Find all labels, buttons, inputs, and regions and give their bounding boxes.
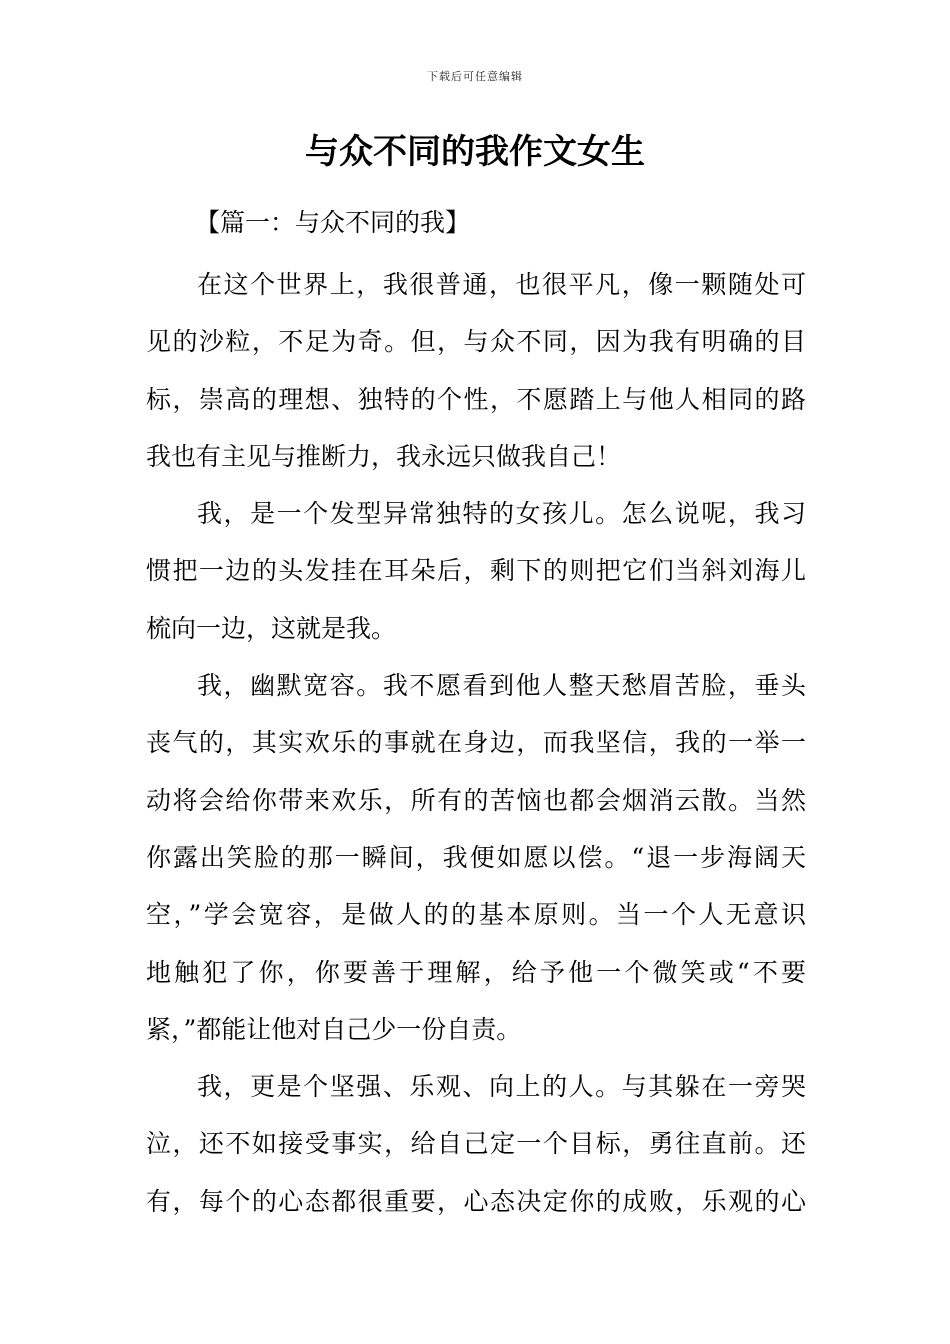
- text-line: 空，”学会宽容，是做人的的基本原则。当一个人无意识: [146, 900, 806, 930]
- paragraph-1: [146, 256, 806, 485]
- text-line: 动将会给你带来欢乐，所有的苦恼也都会烟消云散。当然: [146, 785, 806, 815]
- text-line: 惯把一边的头发挂在耳朵后，剩下的则把它们当斜刘海儿: [146, 556, 806, 586]
- paragraph-3: [146, 657, 806, 1058]
- text-line: 我，幽默宽容。我不愿看到他人整天愁眉苦脸，垂头: [197, 671, 806, 701]
- text-line: 有，每个的心态都很重要，心态决定你的成败，乐观的心: [146, 1186, 806, 1216]
- text-line: 紧，”都能让他对自己少一份自责。: [146, 1014, 522, 1044]
- text-line: 丧气的，其实欢乐的事就在身边，而我坚信，我的一举一: [146, 728, 806, 758]
- text-line: 地触犯了你，你要善于理解，给予他一个微笑或“不要: [146, 957, 806, 987]
- text-line: 标，崇高的理想、独特的个性，不愿踏上与他人相同的路: [146, 384, 806, 414]
- text-line: 你露出笑脸的那一瞬间，我便如愿以偿。“退一步海阔天: [146, 842, 806, 872]
- header-note: 下载后可任意编辑: [427, 70, 523, 83]
- text-line: 泣，还不如接受事实，给自己定一个目标，勇往直前。还: [146, 1129, 806, 1159]
- text-line: 我也有主见与推断力，我永远只做我自己！: [146, 441, 622, 471]
- text-line: 我，更是个坚强、乐观、向上的人。与其躲在一旁哭: [197, 1072, 806, 1102]
- section-heading: 【篇一：与众不同的我】: [195, 208, 471, 237]
- text-line: 见的沙粒，不足为奇。但，与众不同，因为我有明确的目: [146, 327, 806, 357]
- text-line: 梳向一边，这就是我。: [146, 613, 397, 643]
- document-body: [146, 256, 806, 1230]
- text-line: 在这个世界上，我很普通，也很平凡，像一颗随处可: [197, 270, 806, 299]
- document-title: 与众不同的我作文女生: [305, 132, 645, 172]
- paragraph-4: [146, 1058, 806, 1230]
- text-line: 我，是一个发型异常独特的女孩儿。怎么说呢，我习: [197, 499, 806, 529]
- paragraph-2: [146, 485, 806, 657]
